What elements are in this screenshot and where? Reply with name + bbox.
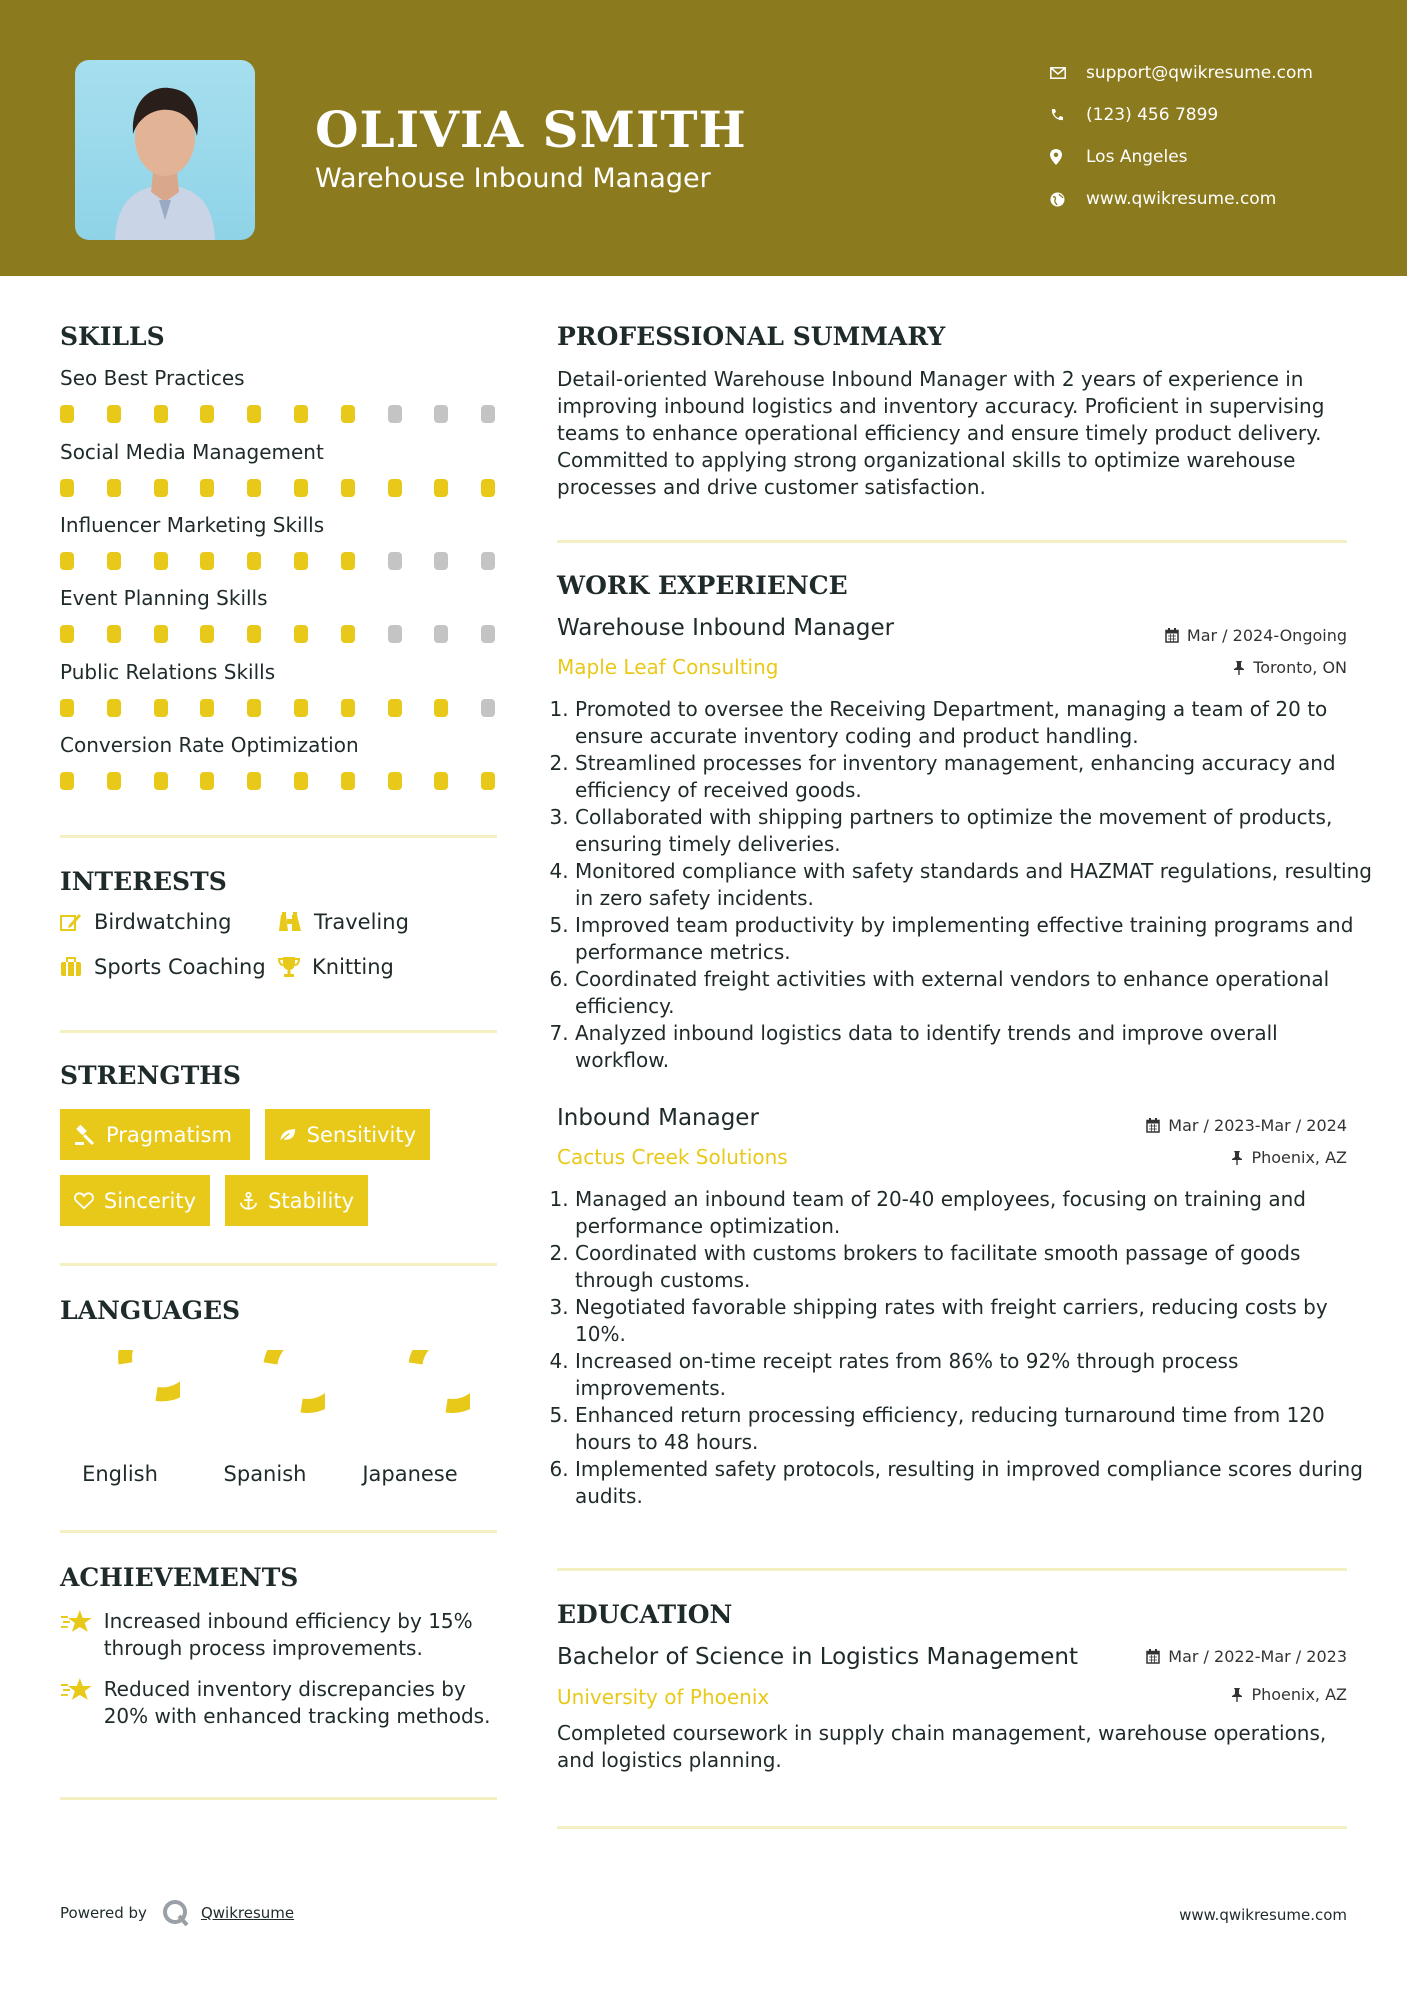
rating-dot-filled: [481, 772, 495, 790]
rating-dot-empty: [481, 625, 495, 643]
divider: [60, 1530, 497, 1533]
job-bullet: 3. Collaborated with shipping partners to optimize the movement of products, ensuring timely deliveries.: [575, 804, 1375, 858]
job-bullet: 6. Implemented safety protocols, resulting in improved compliance scores during audits.: [575, 1456, 1375, 1510]
rating-dot-filled: [247, 405, 261, 423]
job-bullet: 6. Coordinated freight activities with external vendors to enhance operational efficiency.: [575, 966, 1375, 1020]
location-pin-icon: [1050, 149, 1086, 165]
strength-label: Pragmatism: [106, 1122, 232, 1147]
job-dates-text: Mar / 2023-Mar / 2024: [1168, 1116, 1347, 1135]
education-dates: [1146, 1647, 1347, 1666]
rating-dot-filled: [294, 699, 308, 717]
skill-rating: [60, 552, 500, 570]
envelope-icon: [1050, 67, 1086, 79]
phone-icon: [1050, 108, 1086, 122]
rating-dot-empty: [434, 552, 448, 570]
brand-link[interactable]: Qwikresume: [200, 1904, 295, 1922]
rating-dot-filled: [247, 772, 261, 790]
job-location-text: Phoenix, AZ: [1251, 1148, 1347, 1167]
rating-dot-empty: [434, 625, 448, 643]
rating-dot-empty: [481, 699, 495, 717]
education-location: [1231, 1685, 1347, 1704]
job-dates: [1165, 626, 1347, 645]
calendar-icon: [1146, 1118, 1160, 1133]
rating-dot-filled: [341, 772, 355, 790]
job-title: Warehouse Inbound Manager: [557, 615, 895, 641]
skill-rating: [60, 405, 500, 423]
calendar-icon: [1165, 628, 1179, 643]
rating-dot-filled: [60, 479, 74, 497]
strength-label: Stability: [268, 1188, 354, 1213]
rating-dot-filled: [247, 625, 261, 643]
pencil-icon: [60, 912, 82, 932]
rating-dot-filled: [154, 772, 168, 790]
rating-dot-filled: [434, 772, 448, 790]
rating-dot-filled: [60, 405, 74, 423]
job-location: [1233, 658, 1347, 677]
interest-label: Birdwatching: [94, 910, 232, 934]
contact-email-text: support@qwikresume.com: [1086, 63, 1313, 83]
job-bullets: [557, 1186, 1375, 1510]
contact-list: [1050, 52, 1370, 220]
skill-rating: [60, 772, 500, 790]
divider: [557, 1826, 1347, 1829]
job-dates: [1146, 1116, 1347, 1135]
education-dates-text: Mar / 2022-Mar / 2023: [1168, 1647, 1347, 1666]
rating-dot-filled: [107, 772, 121, 790]
strength-chip: [60, 1109, 250, 1160]
divider: [60, 1030, 497, 1033]
divider: [557, 1568, 1347, 1571]
rating-dot-filled: [154, 699, 168, 717]
rating-dot-filled: [247, 699, 261, 717]
rating-dot-empty: [388, 552, 402, 570]
strength-label: Sensitivity: [306, 1122, 416, 1147]
rating-dot-filled: [107, 552, 121, 570]
rating-dot-empty: [388, 625, 402, 643]
summary-text: Detail-oriented Warehouse Inbound Manager with 2 years of experience in improving inbound logistics and inventory accuracy. Proficient in supervising teams to enhance operational efficiency and ensure timely product delivery. Committed to applying strong organizational skills to optimize warehouse processes and drive customer satisfaction.: [557, 367, 1325, 499]
skill-rating: [60, 625, 500, 643]
candidate-name: OLIVIA SMITH: [315, 100, 747, 159]
skill-name: Event Planning Skills: [60, 586, 268, 610]
profile-photo: [75, 60, 255, 240]
interest-label: Sports Coaching: [94, 955, 266, 979]
candidate-title: Warehouse Inbound Manager: [315, 163, 711, 194]
skill-name: Conversion Rate Optimization: [60, 733, 359, 757]
footer-branding: [60, 1898, 294, 1928]
company-name: Cactus Creek Solutions: [557, 1145, 788, 1169]
rating-dot-filled: [60, 699, 74, 717]
contact-location: [1050, 136, 1370, 178]
language-gauge: [60, 1350, 180, 1450]
rating-dot-empty: [388, 405, 402, 423]
language-item: [60, 1350, 180, 1500]
portrait-illustration: [75, 60, 255, 240]
rating-dot-filled: [247, 479, 261, 497]
rating-dot-filled: [200, 625, 214, 643]
language-item: [205, 1350, 325, 1500]
rating-dot-filled: [154, 405, 168, 423]
job-bullet: 4. Monitored compliance with safety standards and HAZMAT regulations, resulting in zero safety incidents.: [575, 858, 1375, 912]
language-label: Japanese: [362, 1462, 458, 1486]
rating-dot-filled: [200, 699, 214, 717]
rating-dot-filled: [341, 552, 355, 570]
trophy-icon: [278, 956, 300, 978]
divider: [60, 835, 497, 838]
interests-heading: INTERESTS: [60, 867, 227, 896]
rating-dot-filled: [200, 405, 214, 423]
degree-title: Bachelor of Science in Logistics Management: [557, 1644, 1079, 1670]
gavel-icon: [74, 1124, 96, 1146]
contact-website[interactable]: [1050, 178, 1370, 220]
strength-label: Sincerity: [103, 1188, 196, 1213]
language-gauge: [350, 1350, 470, 1450]
rating-dot-filled: [388, 479, 402, 497]
skill-name: Public Relations Skills: [60, 660, 276, 684]
rating-dot-filled: [294, 772, 308, 790]
skill-rating: [60, 479, 500, 497]
rating-dot-filled: [388, 699, 402, 717]
interest-label: Knitting: [312, 955, 394, 979]
rating-dot-filled: [200, 772, 214, 790]
rating-dot-filled: [388, 772, 402, 790]
job-bullet: 4. Increased on-time receipt rates from 86% to 92% through process improvements.: [575, 1348, 1375, 1402]
language-label: Spanish: [223, 1462, 307, 1486]
calendar-icon: [1146, 1649, 1160, 1664]
rating-dot-filled: [154, 552, 168, 570]
skill-name: Influencer Marketing Skills: [60, 513, 325, 537]
star-icon: [60, 1608, 94, 1634]
contact-phone[interactable]: [1050, 94, 1370, 136]
heart-icon: [74, 1191, 94, 1211]
interest-item: [60, 955, 266, 979]
anchor-icon: [239, 1190, 258, 1212]
strength-chip: [225, 1175, 368, 1226]
skill-name: Social Media Management: [60, 440, 324, 464]
pushpin-icon: [1233, 660, 1245, 675]
divider: [60, 1797, 497, 1800]
rating-dot-filled: [154, 625, 168, 643]
rating-dot-filled: [200, 479, 214, 497]
job-dates-text: Mar / 2024-Ongoing: [1186, 626, 1347, 645]
interest-item: [278, 955, 394, 979]
summary-heading: PROFESSIONAL SUMMARY: [557, 322, 946, 351]
rating-dot-filled: [107, 699, 121, 717]
company-name: Maple Leaf Consulting: [557, 655, 779, 679]
rating-dot-filled: [294, 405, 308, 423]
job-bullets: [557, 696, 1375, 1074]
pushpin-icon: [1231, 1687, 1243, 1702]
achievement-text: Reduced inventory discrepancies by 20% with enhanced tracking methods.: [103, 1677, 491, 1728]
contact-website-text: www.qwikresume.com: [1086, 189, 1277, 209]
powered-by-text: Powered by: [60, 1904, 147, 1922]
globe-icon: [1050, 192, 1086, 207]
job-location: [1231, 1148, 1347, 1167]
divider: [557, 540, 1347, 543]
rating-dot-filled: [107, 479, 121, 497]
contact-phone-text: (123) 456 7899: [1086, 105, 1219, 125]
language-label: English: [82, 1462, 158, 1486]
school-name: University of Phoenix: [557, 1685, 770, 1709]
pushpin-icon: [1231, 1150, 1243, 1165]
header-band: [0, 0, 1407, 276]
contact-email[interactable]: [1050, 52, 1370, 94]
education-heading: EDUCATION: [557, 1600, 733, 1629]
divider: [60, 1263, 497, 1266]
job-title: Inbound Manager: [557, 1105, 759, 1131]
rating-dot-filled: [341, 625, 355, 643]
footer-url[interactable]: www.qwikresume.com: [1179, 1906, 1347, 1924]
qwikresume-logo-icon: [161, 1898, 191, 1928]
achievement-item: [60, 1676, 500, 1730]
job-bullet: 7. Analyzed inbound logistics data to identify trends and improve overall workflow.: [575, 1020, 1375, 1074]
job-location-text: Toronto, ON: [1253, 658, 1347, 677]
rating-dot-filled: [341, 699, 355, 717]
achievement-item: [60, 1608, 500, 1662]
rating-dot-filled: [294, 479, 308, 497]
experience-heading: WORK EXPERIENCE: [557, 571, 848, 600]
language-gauge: [205, 1350, 325, 1450]
rating-dot-filled: [107, 405, 121, 423]
rating-dot-filled: [154, 479, 168, 497]
interest-label: Traveling: [314, 910, 409, 934]
rating-dot-filled: [434, 699, 448, 717]
contact-location-text: Los Angeles: [1086, 147, 1188, 167]
rating-dot-filled: [434, 479, 448, 497]
job-bullet: 5. Improved team productivity by implementing effective training programs and performance metrics.: [575, 912, 1375, 966]
strength-chip: [60, 1175, 210, 1226]
strengths-heading: STRENGTHS: [60, 1061, 241, 1090]
job-bullet: 2. Coordinated with customs brokers to facilitate smooth passage of goods through customs.: [575, 1240, 1375, 1294]
rating-dot-empty: [481, 552, 495, 570]
skill-rating: [60, 699, 500, 717]
rating-dot-filled: [107, 625, 121, 643]
skills-heading: SKILLS: [60, 322, 165, 351]
language-item: [350, 1350, 470, 1500]
rating-dot-empty: [434, 405, 448, 423]
strength-chip: [265, 1109, 430, 1160]
rating-dot-filled: [341, 479, 355, 497]
achievement-text: Increased inbound efficiency by 15% through process improvements.: [103, 1609, 473, 1660]
rating-dot-filled: [341, 405, 355, 423]
leaf-icon: [279, 1125, 297, 1145]
job-bullet: 1. Promoted to oversee the Receiving Department, managing a team of 20 to ensure accurate inventory coding and product handling.: [575, 696, 1375, 750]
job-bullet: 2. Streamlined processes for inventory management, enhancing accuracy and efficiency of received goods.: [575, 750, 1375, 804]
rating-dot-filled: [60, 625, 74, 643]
languages-heading: LANGUAGES: [60, 1296, 241, 1325]
rating-dot-filled: [200, 552, 214, 570]
job-bullet: 3. Negotiated favorable shipping rates with freight carriers, reducing costs by 10%.: [575, 1294, 1375, 1348]
achievements-heading: ACHIEVEMENTS: [60, 1563, 299, 1592]
rating-dot-empty: [481, 405, 495, 423]
star-icon: [60, 1676, 94, 1702]
interest-item: [278, 910, 409, 934]
rating-dot-filled: [60, 772, 74, 790]
job-bullet: 1. Managed an inbound team of 20-40 employees, focusing on training and performance optimization.: [575, 1186, 1375, 1240]
rating-dot-filled: [294, 625, 308, 643]
binoculars-icon: [278, 911, 302, 933]
education-location-text: Phoenix, AZ: [1251, 1685, 1347, 1704]
interest-item: [60, 910, 231, 934]
rating-dot-filled: [294, 552, 308, 570]
briefcase-icon: [60, 957, 82, 977]
skill-name: Seo Best Practices: [60, 366, 245, 390]
rating-dot-filled: [247, 552, 261, 570]
education-description: Completed coursework in supply chain management, warehouse operations, and logistics planning.: [557, 1721, 1327, 1772]
job-bullet: 5. Enhanced return processing efficiency, reducing turnaround time from 120 hours to 48 hours.: [575, 1402, 1375, 1456]
rating-dot-filled: [60, 552, 74, 570]
rating-dot-filled: [481, 479, 495, 497]
